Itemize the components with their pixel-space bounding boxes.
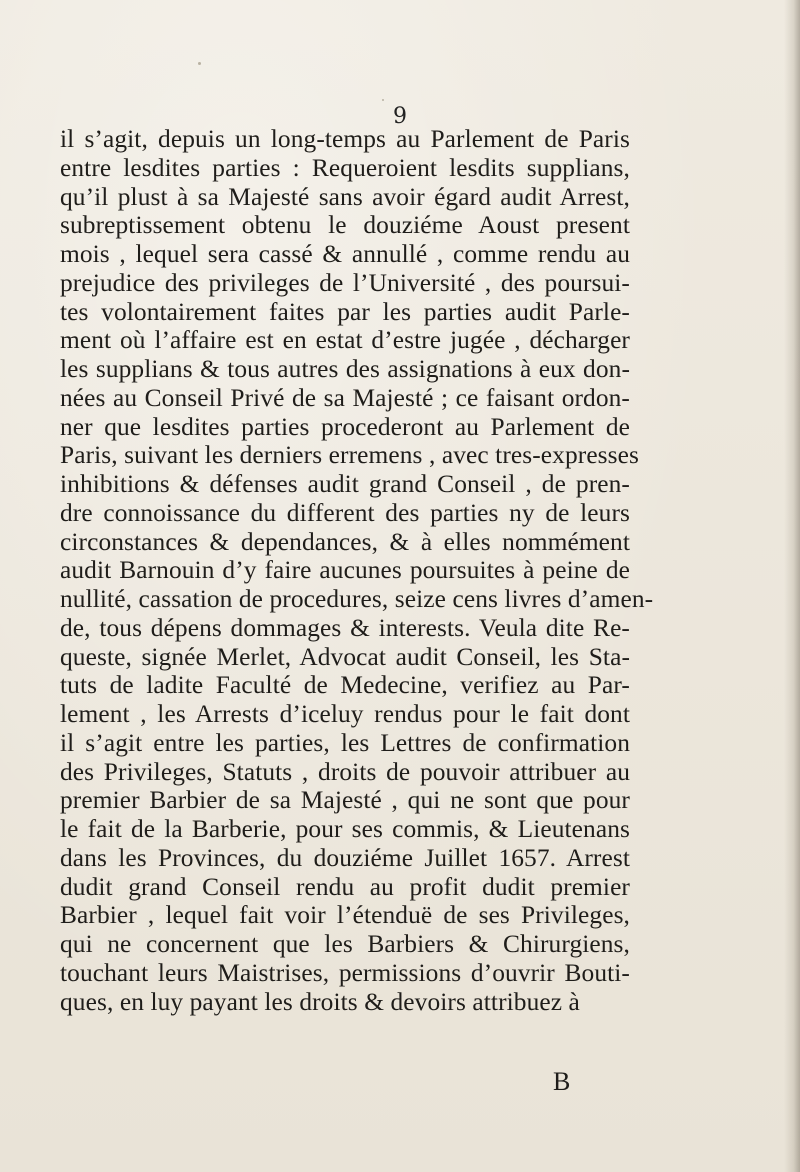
text-line: nullité, cassation de procedures, seize cens livres d’amen- xyxy=(60,585,654,613)
text-line: ques, en luy payant les droits & devoirs attribuez à xyxy=(60,987,580,1016)
text-line: Barbier , lequel fait voir l’étenduë de ses Privileges, xyxy=(60,901,630,930)
text-line: Paris, suivant les derniers erremens , avec tres-expresses xyxy=(60,441,639,470)
page-edge-shadow xyxy=(784,0,800,1172)
text-line: qu’il plust à sa Majesté sans avoir égard audit Arrest, xyxy=(60,182,630,211)
text-line: ner que lesdites parties procederont au Parlement de xyxy=(60,412,630,441)
text-line: subreptissement obtenu le douziéme Aoust present xyxy=(60,211,630,240)
text-line: dudit grand Conseil rendu au profit dudit premier xyxy=(60,872,630,901)
text-line: dre connoissance du different des parties ny de leurs xyxy=(60,498,630,527)
paper-speck xyxy=(198,62,201,65)
text-line: audit Barnouin d’y faire aucunes poursuites à peine de xyxy=(60,556,630,585)
paper-speck xyxy=(382,99,384,101)
text-line: ment où l’affaire est en estat d’estre jugée , décharger xyxy=(60,326,630,355)
text-line: prejudice des privileges de l’Université , des poursui- xyxy=(60,268,630,297)
text-line: touchant leurs Maistrises, permissions d’ouvrir Bouti- xyxy=(60,958,630,987)
text-line: circonstances & dependances, & à elles nommément xyxy=(60,527,630,556)
text-line: tes volontairement faites par les parties audit Parle- xyxy=(60,297,630,326)
text-line: les supplians & tous autres des assignations à eux don- xyxy=(60,355,630,383)
text-line: de, tous dépens dommages & interests. Veula dite Re- xyxy=(60,613,630,642)
text-line: des Privileges, Statuts , droits de pouvoir attribuer au xyxy=(60,757,630,786)
text-line: nées au Conseil Privé de sa Majesté ; ce faisant ordon- xyxy=(60,383,630,412)
text-line: tuts de ladite Faculté de Medecine, verifiez au Par- xyxy=(60,671,630,700)
text-line: qui ne concernent que les Barbiers & Chirurgiens, xyxy=(60,930,630,958)
signature-mark: B xyxy=(553,1067,571,1096)
text-line: inhibitions & défenses audit grand Conseil , de pren- xyxy=(60,470,630,498)
text-line: dans les Provinces, du douziéme Juillet 1657. Arrest xyxy=(60,843,630,872)
text-line: entre lesdites parties : Requeroient lesdits supplians, xyxy=(60,153,630,182)
text-line: premier Barbier de sa Majesté , qui ne sont que pour xyxy=(60,786,630,815)
text-line: le fait de la Barberie, pour ses commis, & Lieutenans xyxy=(60,815,630,843)
text-line: mois , lequel sera cassé & annullé , comme rendu au xyxy=(60,240,630,268)
text-line: il s’agit entre les parties, les Lettres de confirmation xyxy=(60,728,630,757)
page-number: 9 xyxy=(393,104,407,129)
text-line: il s’agit, depuis un long-temps au Parlement de Paris xyxy=(60,125,630,153)
body-text xyxy=(60,125,654,1016)
text-line: queste, signée Merlet, Advocat audit Conseil, les Sta- xyxy=(60,642,630,671)
text-line: lement , les Arrests d’iceluy rendus pour le fait dont xyxy=(60,700,630,728)
